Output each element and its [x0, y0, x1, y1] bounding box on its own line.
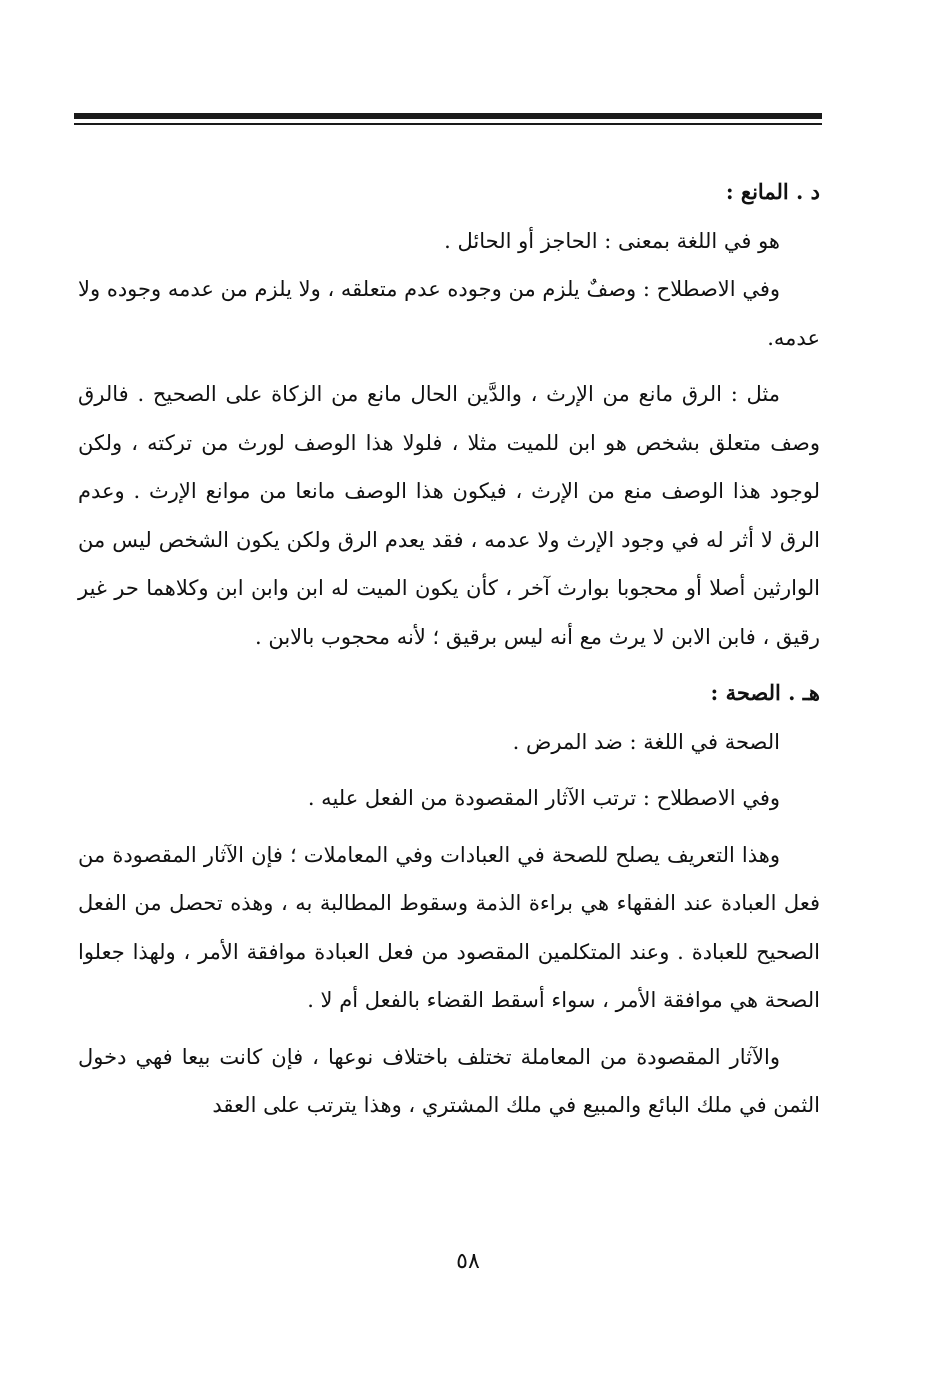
paragraph-mani-example: مثل : الرق مانع من الإرث ، والدَّين الحال مانع من الزكاة على الصحيح . فالرق وصف متعلق بشخص هو ابن للميت مثلا ، فلولا هذا الوصف لورث من تركته ، ولكن لوجود هذا الوصف منع من الإرث ، فيكون هذا الوصف مانعا من موانع الإرث . وعدم الرق لا أثر له في وجود الإرث ولا عدمه ، فقد يعدم الرق ولكن يكون الشخص ليس من الوارثين أصلا أو محجوبا بوارث آخر ، كأن يكون الميت له ابن وابن ابن وكلاهما حر غير رقيق ، فابن الابن لا يرث مع أنه ليس برقيق ؛ لأنه محجوب بالابن . — [78, 382, 820, 649]
header-rule-thick — [74, 113, 822, 119]
page-number: ٥٨ — [456, 1249, 480, 1274]
paragraph-sihha-istilah: وفي الاصطلاح : ترتب الآثار المقصودة من الفعل عليه . — [307, 786, 780, 810]
header-rule-thin — [74, 123, 822, 125]
paragraph-sihha-muamalat: والآثار المقصودة من المعاملة تختلف باختلاف نوعها ، فإن كانت بيعا فهي دخول الثمن في ملك البائع والمبيع في ملك المشتري ، وهذا يترتب على العقد — [78, 1044, 820, 1117]
paragraph-mani-lugha: هو في اللغة بمعنى : الحاجز أو الحائل . — [444, 228, 780, 253]
paragraph-sihha-lugha: الصحة في اللغة : ضد المرض . — [512, 729, 780, 754]
section-heading-mani: د . المانع : — [725, 179, 820, 204]
page-body — [78, 168, 820, 1130]
paragraph-mani-istilah: وفي الاصطلاح : وصفٌ يلزم من وجوده عدم متعلقه ، ولا يلزم من عدمه وجوده ولا عدمه. — [78, 277, 820, 350]
paragraph-sihha-ibadat: وهذا التعريف يصلح للصحة في العبادات وفي المعاملات ؛ فإن الآثار المقصودة من فعل العبادة عند الفقهاء هي براءة الذمة وسقوط المطالبة به ، وهذه تحصل من الفعل الصحيح للعبادة . وعند المتكلمين المقصود من فعل العبادة موافقة الأمر ، ولهذا جعلوا الصحة هي موافقة الأمر ، سواء أسقط القضاء بالفعل أم لا . — [78, 842, 820, 1012]
section-heading-sihha: هـ . الصحة : — [710, 680, 820, 705]
